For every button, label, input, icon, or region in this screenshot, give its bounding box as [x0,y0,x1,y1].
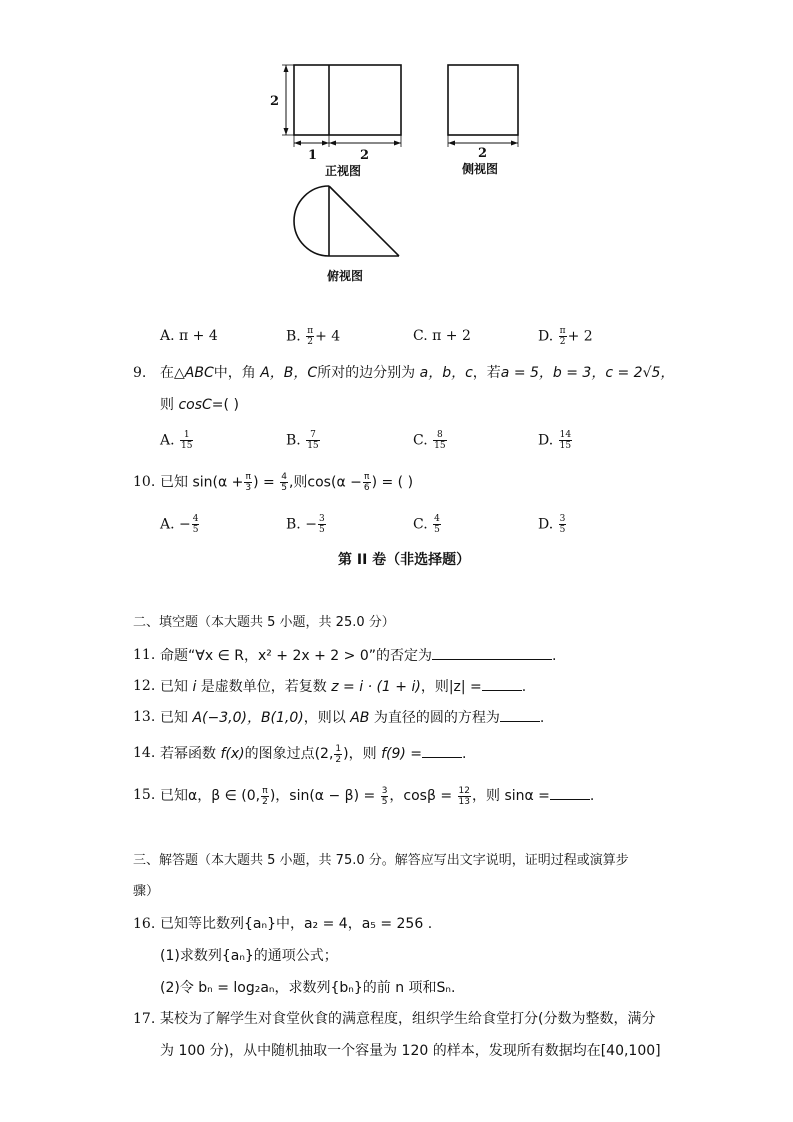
q10-option-c: C. $\frac{4}{5}$ [413,514,440,535]
q10-option-d: D. $\frac{3}{5}$ [538,514,566,535]
front-view-width-right-label: 2 [360,148,370,163]
q9-option-b: B. $\frac{7}{15}$ [286,430,319,451]
q10-number: 10. [133,474,156,490]
q10-option-b: B. − $\frac{3}{5}$ [286,514,325,535]
front-view-drawing [282,65,401,147]
q13-stem: 已知 A(−3,0)，B(1,0)，则以 AB 为直径的圆的方程为 . [160,707,544,728]
q17-line2: 为 100 分)，从中随机抽取一个容量为 120 的样本，发现所有数据均在[40,100] [160,1043,661,1059]
q10-stem: 已知 sin(α + $\frac{\pi}{3}$ ) = $\frac{4}{5}$ ,则cos(α − $\frac{\pi}{6}$ ) = ( ) [160,472,414,493]
top-view-drawing [294,186,399,256]
section3-title-line1: 三、解答题（本大题共 5 小题，共 75.0 分。解答应写出文字说明，证明过程或演算步 [133,853,629,868]
top-view-caption: 俯视图 [327,269,364,283]
q9-option-d: D. $\frac{14}{15}$ [538,430,572,451]
q8-option-a: A. π + 4 [160,328,218,344]
three-view-figure [260,55,550,295]
q17-number: 17. [133,1011,156,1027]
q14-stem: 若幂函数 f(x)的图象过点(2, $\frac{1}{2}$ )，则 f(9) = . [160,743,467,765]
front-view-caption: 正视图 [325,164,362,178]
q11-number: 11. [133,647,156,663]
q12-number: 12. [133,678,156,694]
q12-blank[interactable] [482,676,522,691]
q9-option-c: C. $\frac{8}{15}$ [413,430,446,451]
q11-blank[interactable] [432,645,552,660]
q15-blank[interactable] [550,785,590,800]
q16-sub2: (2)令 bₙ = log₂aₙ，求数列{bₙ}的前 n 项和Sₙ. [160,980,456,996]
q8-option-c: C. π + 2 [413,328,471,344]
q16-stem: 已知等比数列{aₙ}中，a₂ = 4，a₅ = 256 . [160,916,433,932]
front-view-width-left-label: 1 [308,148,318,163]
q12-stem: 已知 i 是虚数单位，若复数 z = i · (1 + i)，则|z| = . [160,676,526,697]
front-view-height-label: 2 [270,94,280,109]
q14-number: 14. [133,745,156,761]
q8-option-b: B. $\frac{\pi}{2}$ + 4 [286,326,341,347]
q11-stem: 命题“∀x ∈ R，x² + 2x + 2 > 0”的否定为 . [160,645,556,666]
part2-title: 第 II 卷（非选择题） [338,552,471,568]
section3-title-line2: 骤） [133,884,160,899]
q14-blank[interactable] [422,743,462,758]
q9-option-a: A. $\frac{1}{15}$ [160,430,193,451]
q9-number: 9. [133,365,147,381]
q16-sub1: (1)求数列{aₙ}的通项公式； [160,948,338,964]
q15-stem: 已知α，β ∈ (0, $\frac{\pi}{2}$ )，sin(α − β) = $\frac{3}{5}$ ，cosβ = $\frac{12}{13}$ ，则 sinα = . [160,785,595,807]
q13-blank[interactable] [500,707,540,722]
side-view-caption: 侧视图 [462,162,499,176]
side-view-width-label: 2 [478,146,488,161]
q17-line1: 某校为了解学生对食堂伙食的满意程度，组织学生给食堂打分(分数为整数，满分 [160,1011,656,1027]
q15-number: 15. [133,787,156,803]
q16-number: 16. [133,916,156,932]
q10-option-a: A. − $\frac{4}{5}$ [160,514,199,535]
q9-line1: 在△ABC中，角 A，B，C所对的边分别为 a，b，c，若a = 5，b = 3，c = 2√5， [160,365,675,381]
side-view-drawing [448,65,518,147]
section2-title: 二、填空题（本大题共 5 小题，共 25.0 分） [133,615,395,630]
q9-line2: 则 cosC=( ) [160,397,239,413]
q13-number: 13. [133,709,156,725]
q8-option-d: D. $\frac{\pi}{2}$ + 2 [538,326,593,347]
